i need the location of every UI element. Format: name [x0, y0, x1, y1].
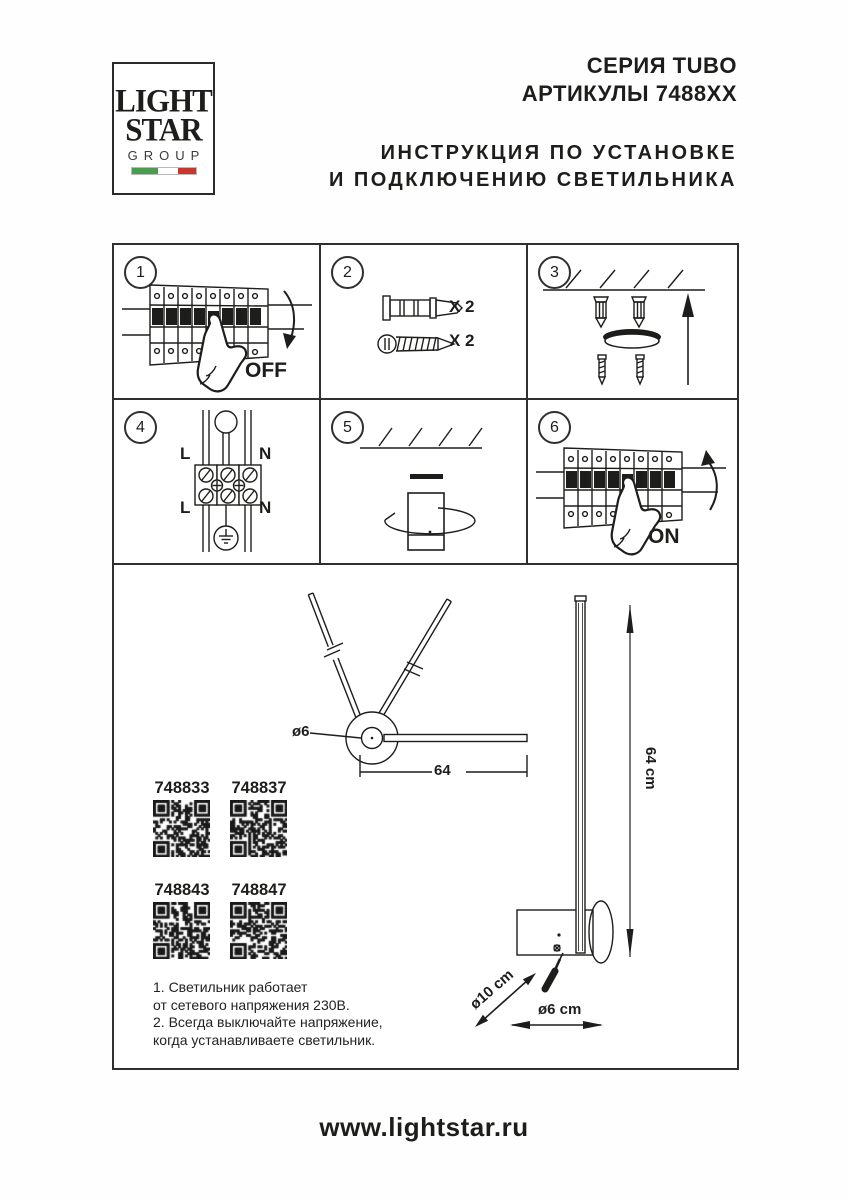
- step-4-number: 4: [136, 418, 145, 436]
- logo-light-text: LIGHT: [115, 82, 212, 119]
- fasteners-illustration: [321, 245, 526, 400]
- mount-plate-icon: [410, 474, 443, 479]
- arrow-up-icon: [682, 293, 694, 385]
- wire-label-l-top: L: [180, 444, 191, 463]
- qr-article-label: 748843: [154, 881, 210, 899]
- logo-star-text: STAR: [125, 111, 202, 148]
- screw-up-icons: [598, 355, 644, 384]
- italian-flag-stripe: [131, 167, 197, 175]
- flag-white-segment: [158, 168, 178, 174]
- installation-steps-grid: [112, 243, 739, 1070]
- step-3-number: 3: [550, 263, 559, 281]
- step-6-cell: [528, 400, 737, 565]
- safety-notes: [153, 979, 383, 1049]
- arrow-down-icon: [283, 291, 296, 349]
- dowel-quantity: X 2: [449, 297, 475, 316]
- lightstar-logo: [112, 62, 215, 195]
- screwdriver-icon: [545, 945, 563, 989]
- dim-top-length-label: 64: [434, 762, 451, 779]
- dim-top-diameter-label: ø6: [292, 723, 310, 740]
- step-5-cell: [321, 400, 528, 565]
- breaker-on-illustration: [530, 422, 735, 562]
- qr-article-label: 748837: [231, 779, 287, 797]
- on-label: ON: [648, 525, 680, 548]
- qr-article-label: 748847: [231, 881, 287, 899]
- wire-label-l-bottom: L: [180, 498, 191, 517]
- qr-code: [230, 902, 287, 959]
- product-diagram-panel: [114, 565, 737, 1068]
- note-line-1: 1. Светильник работает: [153, 979, 308, 995]
- ceiling-mounting-illustration: [528, 245, 735, 400]
- dim-height-label: 64 cm: [642, 747, 659, 790]
- qr-code: [153, 902, 210, 959]
- screw-quantity: X 2: [449, 331, 475, 350]
- off-label: OFF: [245, 359, 287, 382]
- wire-label-n-bottom: N: [259, 498, 272, 517]
- base-mounting-illustration: [321, 400, 526, 563]
- qr-code: [230, 800, 287, 857]
- instruction-title-line1: ИНСТРУКЦИЯ ПО УСТАНОВКЕ: [380, 142, 737, 164]
- mounting-ring-icon: [603, 329, 661, 348]
- step-1-cell: [114, 245, 321, 400]
- header-titles: [329, 52, 737, 194]
- dowel-up-icons: [594, 297, 646, 327]
- logo-group-text: GROUP: [127, 148, 206, 163]
- step-4-cell: [114, 400, 321, 565]
- articles-title: АРТИКУЛЫ 7488XX: [521, 81, 737, 106]
- base-cylinder-icon: [385, 493, 475, 550]
- step-2-number: 2: [343, 263, 352, 281]
- wire-label-n-top: N: [259, 444, 272, 463]
- step-3-cell: [528, 245, 737, 400]
- mount-width-dimension: [510, 1021, 603, 1029]
- wiring-diagram-illustration: [114, 400, 319, 563]
- screw-icon: [378, 335, 454, 353]
- qr-code: [153, 800, 210, 857]
- flag-red-segment: [178, 168, 196, 174]
- note-line-3: 2. Всегда выключайте напряжение,: [153, 1014, 383, 1030]
- step-1-number: 1: [136, 263, 145, 281]
- dim-mount-diameter-label: ø10 cm: [466, 966, 517, 1013]
- step-5-number: 5: [343, 418, 352, 436]
- note-line-2: от сетевого напряжения 230В.: [153, 996, 350, 1013]
- arrow-up-curved-icon: [701, 450, 717, 510]
- instruction-title-line2: И ПОДКЛЮЧЕНИЮ СВЕТИЛЬНИКА: [328, 169, 737, 191]
- website-url: www.lightstar.ru: [319, 1112, 529, 1142]
- breaker-off-illustration: [116, 259, 321, 399]
- flag-green-segment: [132, 168, 158, 174]
- series-title: СЕРИЯ TUBO: [586, 53, 737, 78]
- qr-article-label: 748833: [154, 779, 210, 797]
- dim-mount-width-label: ø6 cm: [538, 1001, 582, 1018]
- note-line-4: когда устанавливаете светильник.: [153, 1031, 376, 1048]
- step-6-number: 6: [550, 418, 559, 436]
- step-2-cell: [321, 245, 528, 400]
